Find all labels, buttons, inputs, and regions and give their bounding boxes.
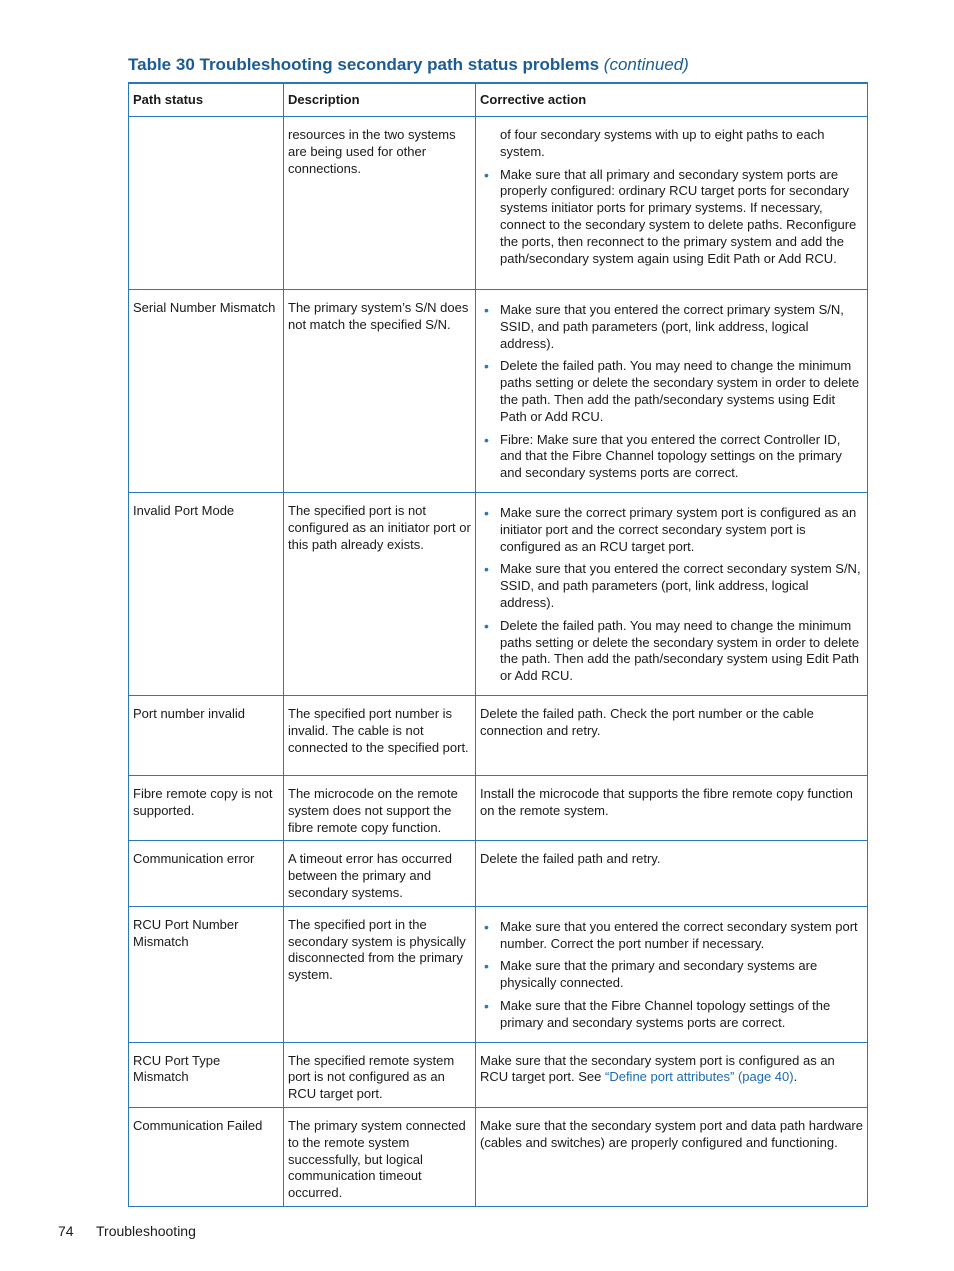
page-footer [58, 1223, 196, 1239]
list-item-text: Make sure that the Fibre Channel topology settings of the primary and secondary systems ports are correct. [500, 997, 831, 1030]
action-list [480, 505, 863, 685]
table-row [129, 1107, 868, 1206]
table-title-continued: (continued) [603, 55, 689, 74]
list-item [480, 919, 863, 953]
bullet-icon: • [484, 166, 489, 183]
table-title-main: Table 30 Troubleshooting secondary path status problems [128, 55, 600, 74]
corrective-action-cell [476, 1042, 868, 1107]
list-item-text: Delete the failed path. You may need to change the minimum paths setting or delete the secondary system in order to delete the path. Then add the path/secondary systems using Edit Path or Add RCU. [500, 358, 860, 424]
corrective-action-cell: Delete the failed path and retry. [476, 841, 868, 906]
corrective-action-cell [476, 117, 868, 290]
table-row [129, 117, 868, 290]
list-item [480, 167, 863, 268]
path-status-cell: Fibre remote copy is not supported. [129, 775, 284, 840]
corrective-action-cell: Install the microcode that supports the fibre remote copy function on the remote system. [476, 775, 868, 840]
continued-text: of four secondary systems with up to eight paths to each system. [500, 127, 825, 159]
list-item [480, 958, 863, 992]
list-item [480, 505, 863, 555]
table-row [129, 493, 868, 696]
path-status-cell: Communication Failed [129, 1107, 284, 1206]
list-item-text: Delete the failed path. You may need to change the minimum paths setting or delete the secondary system in order to delete the path. Then add the path/secondary system using Edit Path or Add RCU. [500, 617, 860, 684]
list-item [480, 618, 863, 685]
list-item [480, 561, 863, 611]
description-cell: A timeout error has occurred between the primary and secondary systems. [284, 841, 476, 906]
table-row [129, 695, 868, 775]
corrective-action-cell: Delete the failed path. Check the port number or the cable connection and retry. [476, 695, 868, 775]
header-path-status: Path status [129, 83, 284, 117]
action-list [480, 167, 863, 268]
bullet-icon: • [484, 431, 489, 448]
bullet-icon: • [484, 358, 489, 375]
header-description: Description [284, 83, 476, 117]
description-cell: The specified port number is invalid. The cable is not connected to the specified port. [284, 695, 476, 775]
troubleshooting-table [128, 82, 868, 1207]
table-row [129, 775, 868, 840]
path-status-cell: Invalid Port Mode [129, 493, 284, 696]
list-item-text: Make sure that you entered the correct secondary system port number. Correct the port number if necessary. [500, 918, 858, 951]
list-item-text: Make sure that you entered the correct primary system S/N, SSID, and path parameters (port, link address, logical address). [500, 302, 844, 351]
bullet-icon: • [484, 997, 489, 1014]
table-row [129, 290, 868, 493]
list-item [480, 302, 863, 352]
list-item-text: Make sure that all primary and secondary system ports are properly configured: ordinary RCU target ports for secondary systems initiator ports for primary systems. If necessary, connect to the secondary system to delete paths. Reconfigure the ports, then reconnect to the primary system and add the path/secondary system again using Edit Path or Add RCU. [500, 166, 857, 266]
path-status-cell: Port number invalid [129, 695, 284, 775]
description-cell: resources in the two systems are being used for other connections. [284, 117, 476, 290]
bullet-icon: • [484, 561, 489, 578]
description-cell: The specified port is not configured as an initiator port or this path already exists. [284, 493, 476, 696]
path-status-cell: Serial Number Mismatch [129, 290, 284, 493]
path-status-cell [129, 117, 284, 290]
bullet-icon: • [484, 918, 489, 935]
path-status-cell: RCU Port Type Mismatch [129, 1042, 284, 1107]
description-cell: The specified remote system port is not configured as an RCU target port. [284, 1042, 476, 1107]
description-cell: The specified port in the secondary system is physically disconnected from the primary system. [284, 906, 476, 1042]
table-row [129, 906, 868, 1042]
bullet-icon: • [484, 958, 489, 975]
action-text-end: . [793, 1069, 798, 1085]
table-row [129, 841, 868, 906]
action-list [480, 919, 863, 1032]
page-number: 74 [58, 1223, 74, 1239]
description-cell: The primary system connected to the remote system successfully, but logical communication timeout occurred. [284, 1107, 476, 1206]
corrective-action-cell: Make sure that the secondary system port and data path hardware (cables and switches) are properly configured and functioning. [476, 1107, 868, 1206]
list-item-text: Fibre: Make sure that you entered the correct Controller ID, and that the Fibre Channel topology settings on the primary and secondary systems ports are correct. [500, 431, 842, 481]
header-corrective-action: Corrective action [476, 83, 868, 117]
corrective-action-cell [476, 493, 868, 696]
corrective-action-cell [476, 290, 868, 493]
path-status-cell: Communication error [129, 841, 284, 906]
action-list [480, 302, 863, 482]
define-port-attributes-link[interactable]: “Define port attributes” (page 40) [605, 1069, 794, 1085]
corrective-action-cell [476, 906, 868, 1042]
action-text: Make sure that the secondary system port is configured as an RCU target port. See [480, 1052, 835, 1085]
list-item-text: Make sure that the primary and secondary systems are physically connected. [500, 958, 818, 991]
description-cell: The primary system’s S/N does not match the specified S/N. [284, 290, 476, 493]
table-title [128, 55, 689, 75]
table-row [129, 1042, 868, 1107]
list-item [480, 358, 863, 425]
bullet-icon: • [484, 505, 489, 521]
path-status-cell: RCU Port Number Mismatch [129, 906, 284, 1042]
description-cell: The microcode on the remote system does not support the fibre remote copy function. [284, 775, 476, 840]
bullet-icon: • [484, 302, 489, 318]
list-item-text: Make sure that you entered the correct secondary system S/N, SSID, and path parameters (port, link address, logical address). [500, 561, 861, 610]
bullet-icon: • [484, 617, 489, 634]
list-item-text: Make sure the correct primary system port is configured as an initiator port and the correct secondary system port is configured as an RCU target port. [500, 505, 857, 554]
list-item [480, 432, 863, 482]
footer-section: Troubleshooting [96, 1223, 196, 1239]
table-header-row [129, 83, 868, 117]
list-item [480, 998, 863, 1032]
